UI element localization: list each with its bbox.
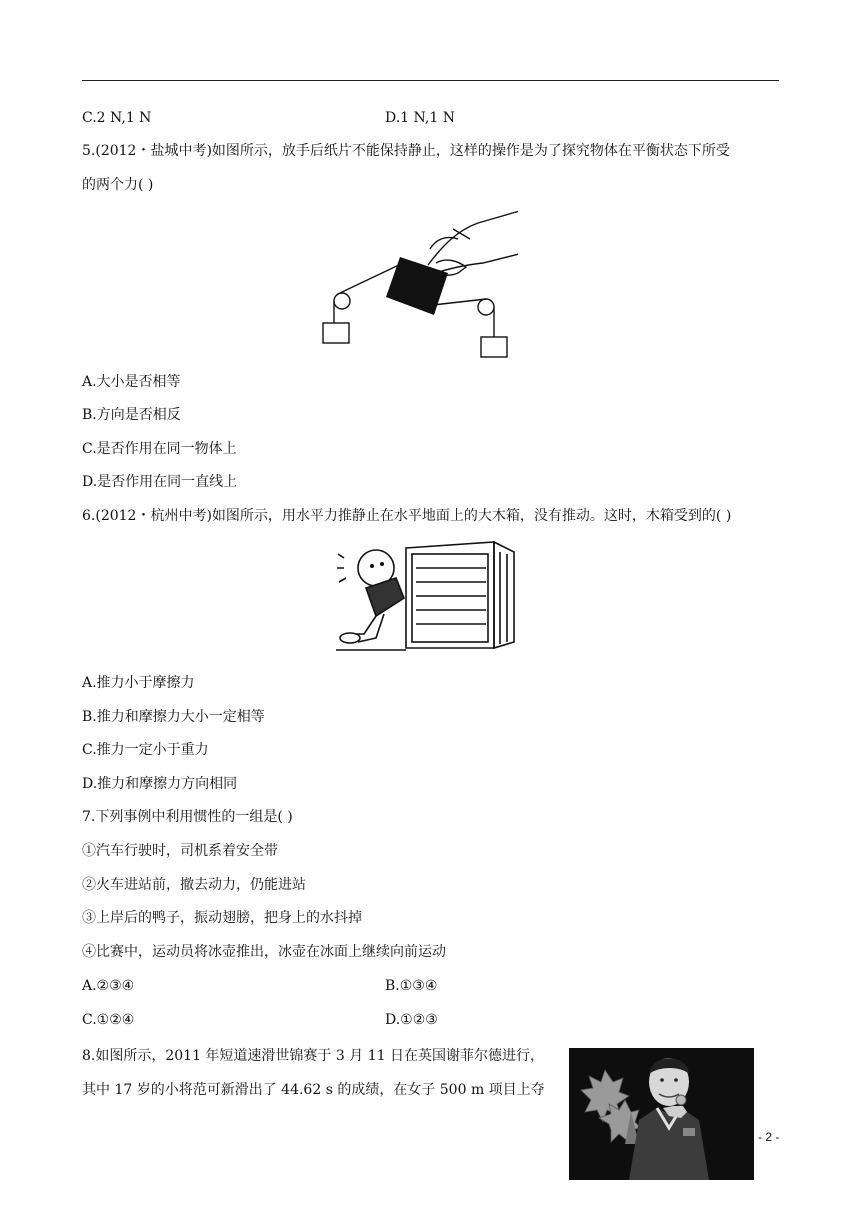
q7-stem-line1: 7.下列事例中利用惯性的一组是( ) (82, 809, 293, 825)
header-rule (82, 80, 779, 81)
q8-stem-line1: 8.如图所示，2011 年短道速滑世锦赛于 3 月 11 日在英国谢菲尔德进行， (82, 1048, 544, 1064)
q7-item-2: ②火车进站前，撤去动力，仍能进站 (82, 877, 306, 893)
q6-stem-line1: 6.(2012・杭州中考)如图所示，用水平力推静止在水平地面上的大木箱，没有推动。这时，木箱受到的( ) (82, 508, 732, 524)
q7-option-b: B.①③④ (385, 978, 438, 994)
q7-item-4: ④比赛中，运动员将冰壶推出，冰壶在冰面上继续向前运动 (82, 944, 446, 960)
q5-option-d: D.是否作用在同一直线上 (82, 474, 238, 490)
q5-figure-paper-pulleys (318, 205, 518, 360)
page-number: - 2 - (758, 1130, 780, 1144)
q6-option-a: A.推力小于摩擦力 (82, 675, 195, 691)
q7-item-3: ③上岸后的鸭子，振动翅膀，把身上的水抖掉 (82, 910, 362, 926)
q6-option-d: D.推力和摩擦力方向相同 (82, 776, 238, 792)
q7-option-c: C.①②④ (82, 1012, 135, 1028)
q8-stem-line2: 其中 17 岁的小将范可新滑出了 44.62 s 的成绩，在女子 500 m 项目上夺 (82, 1082, 545, 1098)
q7-option-a: A.②③④ (82, 978, 135, 994)
q6-figure-pushing-crate (336, 538, 522, 656)
q5-stem-line1: 5.(2012・盐城中考)如图所示，放手后纸片不能保持静止，这样的操作是为了探究物体在平衡状态下所受 (82, 143, 730, 159)
q5-option-a: A.大小是否相等 (82, 374, 181, 390)
prev-option-d: D.1 N,1 N (385, 110, 455, 126)
q5-option-b: B.方向是否相反 (82, 407, 181, 423)
q5-stem-line2: 的两个力( ) (82, 177, 154, 193)
q6-option-b: B.推力和摩擦力大小一定相等 (82, 709, 265, 725)
q8-photo-skater-with-medal (569, 1048, 754, 1180)
q7-item-1: ①汽车行驶时，司机系着安全带 (82, 843, 278, 859)
q5-option-c: C.是否作用在同一物体上 (82, 441, 237, 457)
prev-option-c: C.2 N,1 N (82, 110, 152, 126)
q6-option-c: C.推力一定小于重力 (82, 742, 209, 758)
q7-option-d: D.①②③ (385, 1012, 438, 1028)
